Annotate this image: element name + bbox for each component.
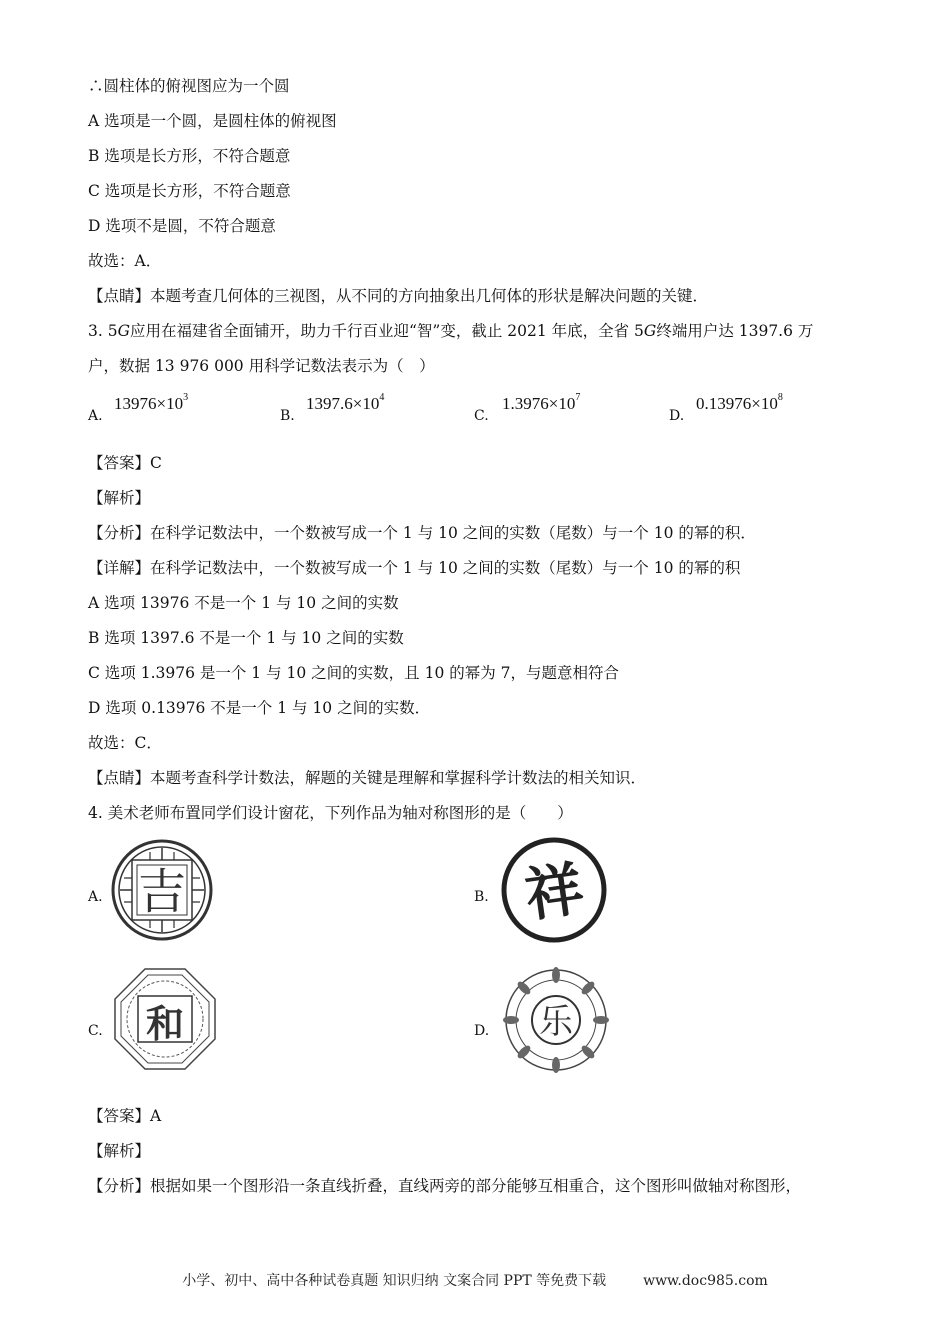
text-line: 【分析】根据如果一个图形沿一条直线折叠，直线两旁的部分能够互相重合，这个图形叫做轴对称图形， (88, 1177, 802, 1195)
footer-url[interactable]: www.doc985.com (643, 1273, 768, 1289)
text-line: B 选项 1397.6 不是一个 1 与 10 之间的实数 (88, 629, 404, 647)
text-line: 【解析】 (88, 489, 151, 507)
q3-middle: 应用在福建省全面铺开，助力千行百业迎“智”变，截止 2021 年底，全省 5 (129, 322, 644, 340)
q3-option-label: C. (474, 408, 489, 424)
text-line: A 选项 13976 不是一个 1 与 10 之间的实数 (88, 594, 399, 612)
footer-text: 小学、初中、高中各种试卷真题 知识归纳 文案合同 PPT 等免费下载 (182, 1273, 607, 1289)
q3-option-expression: $0.13976\times 10^8$ (696, 392, 783, 413)
text-line: C 选项 1.3976 是一个 1 与 10 之间的实数，且 10 的幂为 7，与题意相符合 (88, 664, 620, 682)
q4-option-label: D. (474, 1023, 490, 1039)
q3-g-letter: G (643, 322, 657, 340)
q4-option-label: B. (474, 889, 489, 905)
q3-option-expression: $13976\times 10^3$ (114, 392, 189, 413)
text-line: A 选项是一个圆，是圆柱体的俯视图 (88, 112, 337, 130)
text-line: D 选项不是圆，不符合题意 (88, 217, 276, 235)
question-3-text (88, 321, 813, 341)
text-line: 【详解】在科学记数法中，一个数被写成一个 1 与 10 之间的实数（尾数）与一个 10 的幂的积 (88, 559, 741, 577)
question-4-text: 4. 美术老师布置同学们设计窗花，下列作品为轴对称图形的是（ ） (88, 804, 573, 822)
q3-option-expression: $1.3976\times 10^7$ (502, 392, 581, 413)
q3-number: 3. 5 (88, 322, 118, 340)
text-line: 故选：A． (88, 252, 162, 270)
text-line: C 选项是长方形，不符合题意 (88, 182, 291, 200)
text-line: 【点睛】本题考查几何体的三视图，从不同的方向抽象出几何体的形状是解决问题的关键． (88, 287, 709, 305)
figure-xiang-seal (500, 836, 608, 944)
figure-character: 和 (145, 1002, 185, 1046)
q3-end: 终端用户达 1397.6 万 (656, 322, 814, 340)
text-line: 户，数据 13 976 000 用科学记数法表示为（ ） (88, 357, 435, 375)
text-line: 【答案】A (88, 1107, 162, 1125)
q3-option-label: D. (669, 408, 685, 424)
text-line: 【答案】C (88, 454, 162, 472)
figure-character: 吉 (137, 864, 187, 920)
q4-option-label: A. (88, 889, 103, 905)
text-line: ∴圆柱体的俯视图应为一个圆 (88, 77, 290, 95)
figure-character: 祥 (520, 854, 588, 930)
figure-character: 乐 (539, 1002, 573, 1042)
text-line: B 选项是长方形，不符合题意 (88, 147, 291, 165)
q3-g-letter: G (117, 322, 130, 340)
text-line: 故选：C． (88, 734, 162, 752)
text-line: 【解析】 (88, 1142, 151, 1160)
text-line: 【点睛】本题考查科学计数法，解题的关键是理解和掌握科学计数法的相关知识． (88, 769, 647, 787)
q3-option-label: A. (88, 408, 103, 424)
q3-option-label: B. (280, 408, 295, 424)
q4-option-label: C. (88, 1023, 103, 1039)
figure-ji-seal (110, 838, 214, 942)
page-footer (0, 1270, 950, 1290)
q3-option-expression: $1397.6\times 10^4$ (306, 392, 385, 413)
figure-he-seal (112, 966, 218, 1072)
figure-le-seal (502, 966, 610, 1074)
text-line: D 选项 0.13976 不是一个 1 与 10 之间的实数． (88, 699, 431, 717)
text-line: 【分析】在科学记数法中，一个数被写成一个 1 与 10 之间的实数（尾数）与一个 10 的幂的积． (88, 524, 756, 542)
